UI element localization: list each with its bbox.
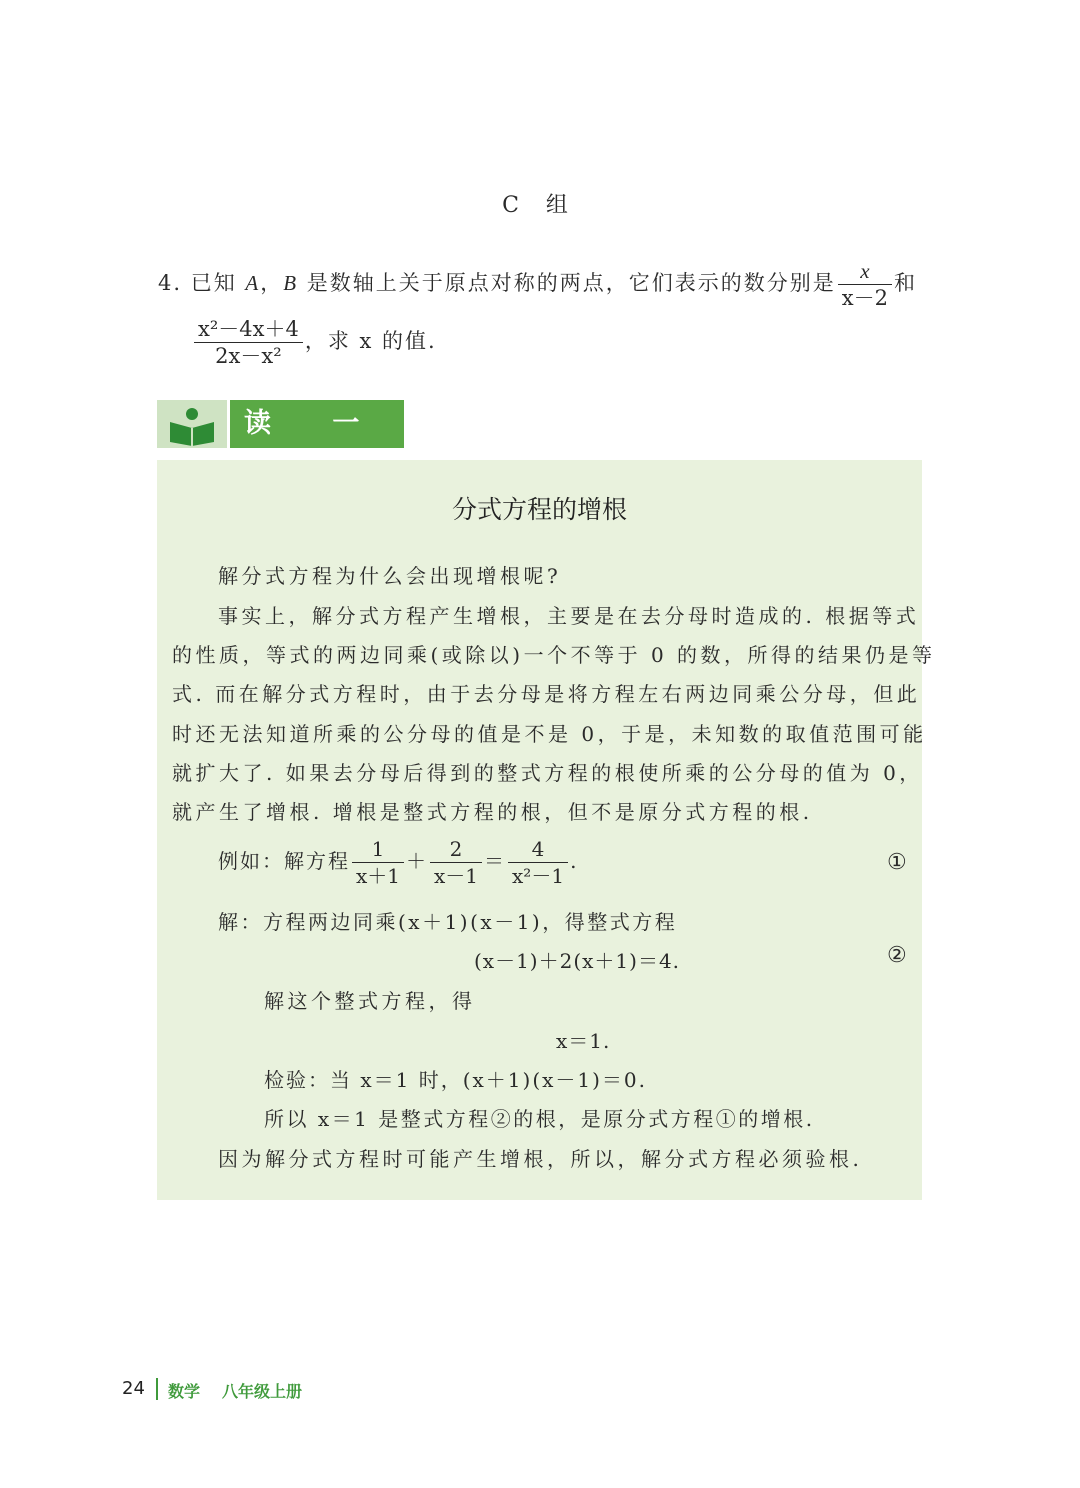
fraction-term-1 [352,836,404,889]
problem-text-end: ，求 x 的值. [304,329,437,353]
article-question: 解分式方程为什么会出现增根呢? [218,564,562,588]
footer-subject: 数学 [168,1382,201,1401]
conclusion-line: 所以 x＝1 是整式方程②的根，是原分式方程①的增根. [264,1107,815,1131]
check-line: 检验：当 x＝1 时，(x＋1)(x－1)＝0. [264,1068,648,1092]
problem-4-line-2 [192,316,437,369]
reading-icon [157,400,227,448]
fraction-quadratic [194,316,303,369]
numerator: 1 [371,837,385,861]
fraction-x-over-x-minus-2 [838,258,892,311]
denominator: 2x－x² [194,342,303,369]
numerator: 2 [449,837,463,861]
footer-book: 八年级上册 [222,1382,303,1401]
article-paragraph-line: 就扩大了. 如果去分母后得到的整式方程的根使所乘的公分母的值为 0， [172,761,923,785]
period: . [570,849,579,873]
article-paragraph-line: 式. 而在解分式方程时，由于去分母是将方程左右两边同乘公分母，但此 [172,682,921,706]
fraction-term-2 [430,836,482,889]
point-a: A [245,271,261,295]
footer-divider [156,1378,158,1400]
denominator: x－2 [838,284,892,311]
problem-text-rest: 是数轴上关于原点对称的两点，它们表示的数分别是 [298,271,836,295]
equals-sign: ＝ [484,849,507,873]
denominator: x²－1 [508,862,568,889]
and-text: 和 [893,271,917,295]
page-number: 24 [122,1378,145,1399]
problem-text: 已知 [190,271,237,295]
numerator: x²－4x＋4 [198,317,299,341]
article-paragraph-line: 的性质，等式的两边同乘(或除以)一个不等于 0 的数，所得的结果仍是等 [172,643,936,667]
problem-4-line-1 [158,258,917,311]
numerator: 4 [531,837,545,861]
fraction-term-3 [508,836,568,889]
separator: ， [260,271,284,295]
denominator: x＋1 [352,862,404,889]
problem-number: 4. [158,271,183,295]
root-value: x＝1. [556,1029,611,1053]
article-paragraph-line: 就产生了增根. 增根是整式方程的根，但不是原分式方程的根. [172,800,813,824]
point-b: B [283,271,299,295]
numerator: x [860,259,870,283]
denominator: x－1 [430,862,482,889]
article-paragraph-line: 事实上，解分式方程产生增根，主要是在去分母时造成的. 根据等式 [218,604,920,628]
equation-2: (x－1)＋2(x＋1)＝4. [474,949,681,973]
article-paragraph-line: 时还无法知道所乘的公分母的值是不是 0，于是，未知数的取值范围可能 [172,722,927,746]
final-line: 因为解分式方程时可能产生增根，所以，解分式方程必须验根. [218,1147,863,1171]
article-title: 分式方程的增根 [451,495,627,524]
group-title: C 组 [502,193,578,218]
example-equation [218,836,578,889]
solution-line-1: 解：方程两边同乘(x＋1)(x－1)，得整式方程 [218,910,678,934]
example-label: 例如：解方程 [218,849,350,873]
equation-tag-2: ② [887,943,907,968]
solution-line-2: 解这个整式方程，得 [264,989,476,1013]
plus-sign: ＋ [406,849,429,873]
section-badge: 读 一 读 [230,400,404,448]
equation-tag-1: ① [887,850,907,875]
